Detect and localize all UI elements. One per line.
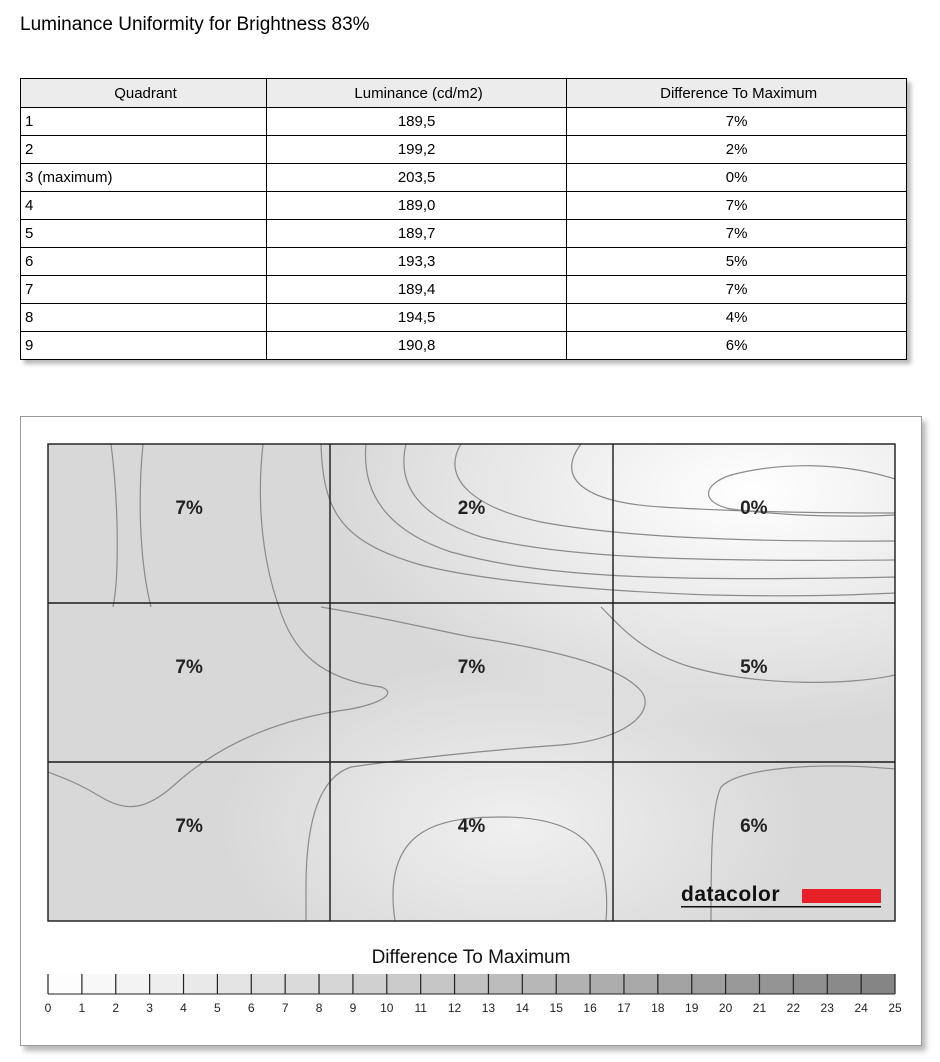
scale-tick-label: 7 [281,1001,289,1015]
difference-cell: 5% [567,248,907,276]
scale-segment [217,974,251,994]
cell-label-q9: 6% [740,816,768,837]
scale-segment [455,974,489,994]
quadrant-cell: 2 [21,136,267,164]
quadrant-cell: 3 (maximum) [21,164,267,192]
quadrant-cell: 6 [21,248,267,276]
scale-tick-label: 1 [78,1001,86,1015]
scale-segment [827,974,861,994]
scale-segment [387,974,421,994]
scale-segment [522,974,556,994]
luminance-cell: 203,5 [266,164,566,192]
difference-cell: 4% [567,304,907,332]
quadrant-cell: 1 [21,108,267,136]
scale-segment [285,974,319,994]
scale-tick-label: 10 [380,1001,394,1015]
scale-segment [759,974,793,994]
quadrant-cell: 9 [21,332,267,360]
cell-label-q8: 4% [457,816,486,837]
scale-tick-label: 4 [180,1001,187,1015]
scale-segment [82,974,116,994]
scale-segment [184,974,218,994]
uniformity-table-container [20,78,907,360]
scale-tick-label: 0 [44,1001,52,1015]
scale-segment [793,974,827,994]
luminance-cell: 189,4 [266,276,566,304]
scale-segment [556,974,590,994]
table-row [21,304,907,332]
quadrant-cell: 8 [21,304,267,332]
scale-tick-label: 8 [315,1001,323,1015]
scale-tick-label: 6 [247,1001,255,1015]
luminance-cell: 194,5 [266,304,566,332]
table-row [21,164,907,192]
uniformity-chart-panel [20,416,922,1046]
table-row [21,332,907,360]
cell-label-q7: 7% [175,816,203,837]
scale-tick-label: 25 [888,1001,902,1015]
scale-tick-label: 16 [583,1001,597,1015]
scale-tick-label: 5 [214,1001,221,1015]
luminance-cell: 189,7 [266,220,566,248]
scale-segment [692,974,726,994]
scale-tick-label: 24 [854,1001,868,1015]
cell-label-q6: 5% [740,657,768,678]
difference-cell: 7% [567,108,907,136]
scale-tick-label: 9 [349,1001,357,1015]
scale-segment [421,974,455,994]
scale-segment [319,974,353,994]
cell-label-q1: 7% [175,498,203,519]
scale-tick-label: 13 [481,1001,496,1015]
header-quadrant: Quadrant [21,79,267,108]
difference-cell: 0% [567,164,907,192]
scale-tick-label: 20 [718,1001,733,1015]
table-row [21,276,907,304]
scale-tick-label: 15 [549,1001,563,1015]
logo-underline [681,906,881,908]
scale-tick-label: 14 [515,1001,529,1015]
cell-label-q4: 7% [175,657,203,678]
scale-tick-label: 19 [685,1001,699,1015]
table-row [21,108,907,136]
scale-tick-label: 12 [447,1001,462,1015]
legend-title: Difference To Maximum [371,947,571,968]
scale-tick-label: 3 [146,1001,153,1015]
scale-segment [48,974,82,994]
header-difference: Difference To Maximum [567,79,907,108]
scale-segment [590,974,624,994]
table-header-row [21,79,907,108]
uniformity-chart [21,417,921,1045]
scale-tick-label: 21 [752,1001,767,1015]
scale-segment [251,974,285,994]
scale-segment [488,974,522,994]
scale-tick-label: 18 [651,1001,665,1015]
table-row [21,192,907,220]
quadrant-cell: 7 [21,276,267,304]
quadrant-cell: 5 [21,220,267,248]
color-scale [45,974,902,1015]
cell-label-q5: 7% [457,657,486,678]
cell-label-q2: 2% [457,498,486,519]
scale-segment [150,974,184,994]
difference-cell: 7% [567,220,907,248]
scale-segment [116,974,150,994]
luminance-cell: 193,3 [266,248,566,276]
difference-cell: 2% [567,136,907,164]
difference-cell: 7% [567,276,907,304]
header-luminance: Luminance (cd/m2) [266,79,566,108]
table-row [21,136,907,164]
luminance-cell: 190,8 [266,332,566,360]
scale-tick-label: 11 [414,1001,427,1015]
scale-segment [353,974,387,994]
scale-segment [726,974,760,994]
scale-segment [658,974,692,994]
page-title: Luminance Uniformity for Brightness 83% [20,14,370,35]
table-row [21,248,907,276]
heatmap-area [48,444,895,921]
scale-segment [624,974,658,994]
luminance-cell: 189,0 [266,192,566,220]
logo-text: datacolor [681,883,781,906]
scale-tick-label: 22 [786,1001,801,1015]
uniformity-table [20,78,907,360]
luminance-cell: 199,2 [266,136,566,164]
difference-cell: 6% [567,332,907,360]
table-row [21,220,907,248]
luminance-cell: 189,5 [266,108,566,136]
logo-red-bar [802,889,881,903]
scale-tick-label: 23 [820,1001,834,1015]
cell-label-q3: 0% [740,498,768,519]
scale-tick-label: 17 [617,1001,631,1015]
scale-tick-label: 2 [112,1001,120,1015]
quadrant-cell: 4 [21,192,267,220]
scale-segment [861,974,895,994]
difference-cell: 7% [567,192,907,220]
